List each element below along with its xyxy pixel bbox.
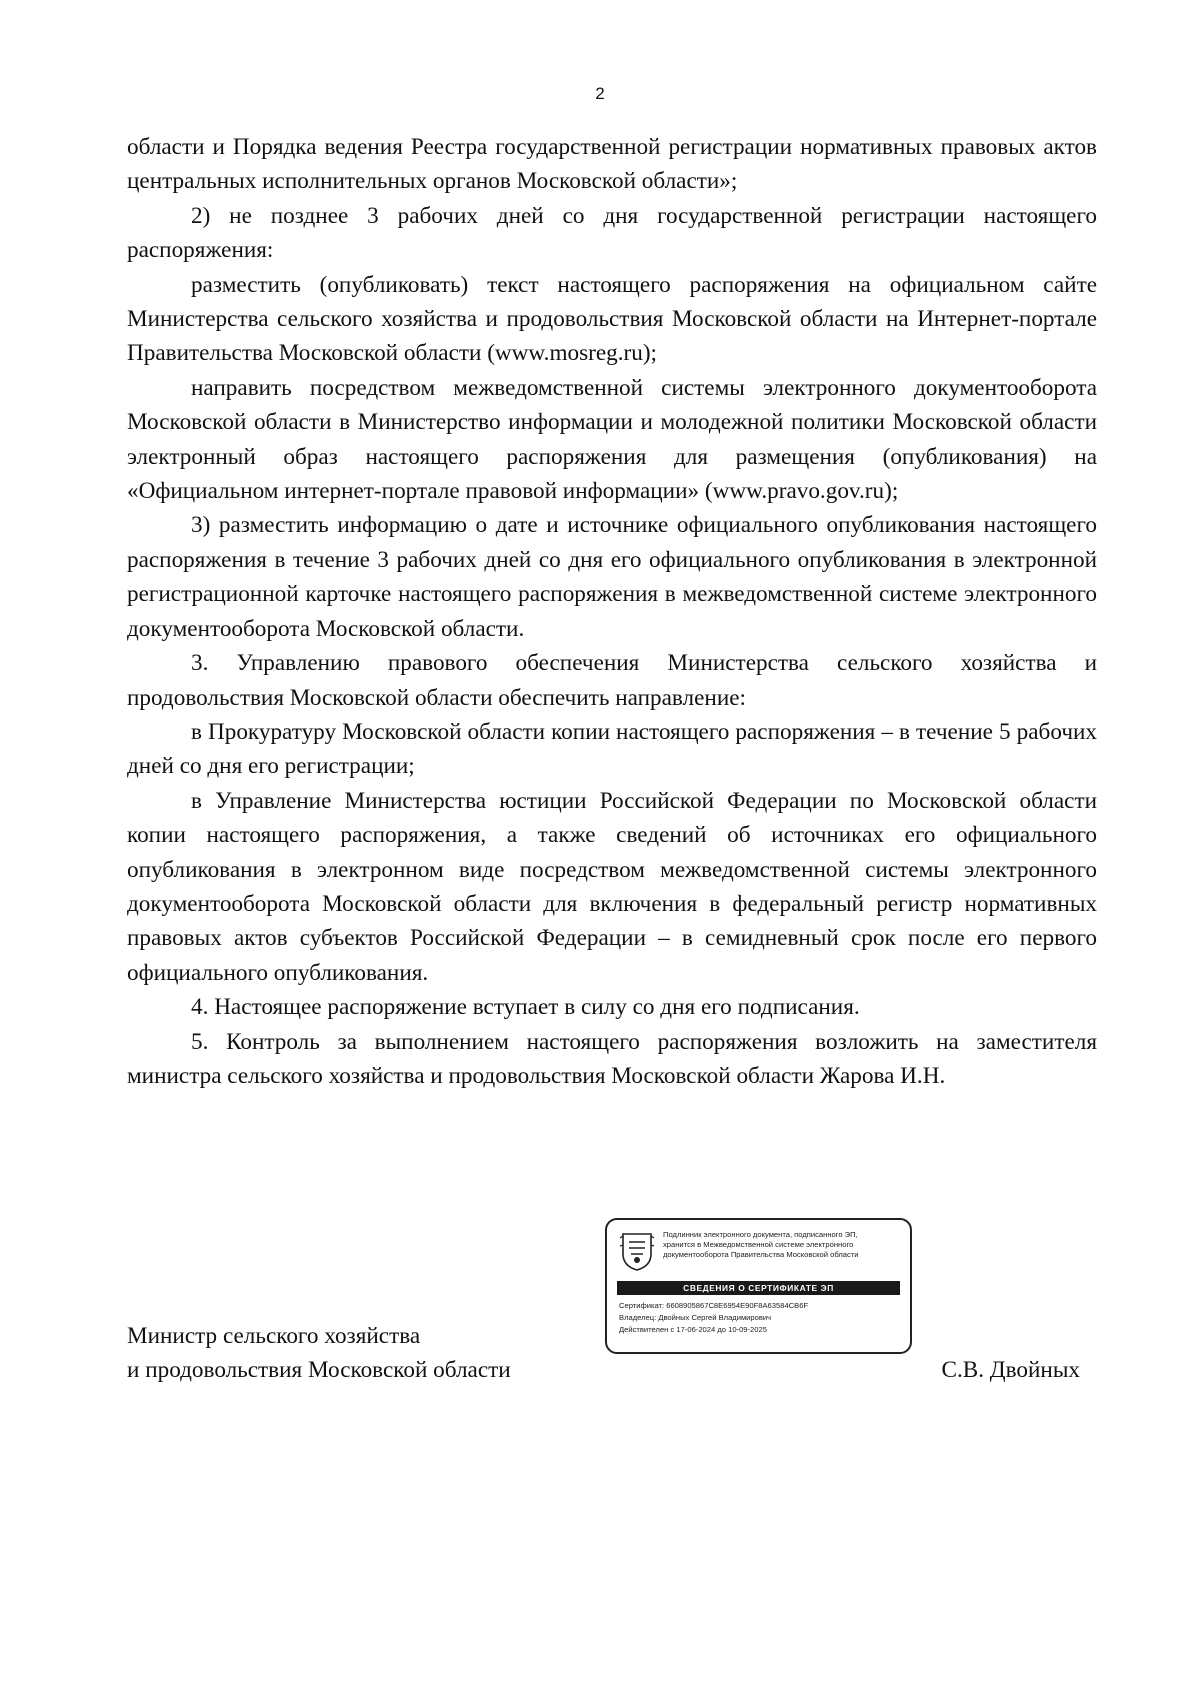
paragraph-clause-5: 5. Контроль за выполнением настоящего распоряжения возложить на заместителя министра сельского хозяйства и продовольствия Московской области Жарова И.Н. <box>127 1028 1097 1089</box>
paragraph-clause-3: 3. Управлению правового обеспечения Министерства сельского хозяйства и продовольствия Московской области обеспечить направление: <box>127 650 1097 711</box>
signatory-title <box>127 1319 511 1387</box>
paragraph-item-3: 3) разместить информацию о дате и источнике официального опубликования настоящего распоряжения в течение 3 рабочих дней со дня его официального опубликования в электронной регистрационной карточке настоящего распоряжения в межведомственной системе электронного документооборота Московской области. <box>127 512 1097 642</box>
stamp-title: СВЕДЕНИЯ О СЕРТИФИКАТЕ ЭП <box>617 1281 900 1295</box>
stamp-header <box>663 1230 903 1260</box>
certificate-validity: Действителен с 17-06-2024 до 10-09-2025 <box>619 1325 767 1334</box>
paragraph-continuation: области и Порядка ведения Реестра государственной регистрации нормативных правовых актов центральных исполнительных органов Московской области»; <box>127 134 1097 195</box>
certificate-number: Сертификат: 6608905867C8E6954E90F8A63584CB6F <box>619 1301 809 1310</box>
certificate-owner: Владелец: Двойных Сергей Владимирович <box>619 1313 772 1322</box>
signatory-title-line: Министр сельского хозяйства <box>127 1323 421 1349</box>
coat-of-arms-icon <box>619 1230 655 1272</box>
stamp-header-line: хранится в Межведомственной системе электронного <box>663 1240 854 1249</box>
paragraph-clause-4: 4. Настоящее распоряжение вступает в силу со дня его подписания. <box>191 994 860 1021</box>
signatory-title-line: и продовольствия Московской области <box>127 1357 511 1383</box>
document-body <box>127 130 1097 1093</box>
paragraph-publish-site: разместить (опубликовать) текст настоящего распоряжения на официальном сайте Министерства сельского хозяйства и продовольствия Московской области на Интернет-портале Правительства Московской области (www.mosreg.ru); <box>127 271 1097 367</box>
signatory-name: С.В. Двойных <box>941 1357 1080 1383</box>
paragraph-prosecutor: в Прокуратуру Московской области копии настоящего распоряжения – в течение 5 рабочих дней со дня его регистрации; <box>127 718 1097 780</box>
paragraph-item-2: 2) не позднее 3 рабочих дней со дня государственной регистрации настоящего распоряжения: <box>127 202 1097 264</box>
stamp-certificate-info <box>619 1300 904 1336</box>
paragraph-justice-ministry: в Управление Министерства юстиции Российской Федерации по Московской области копии настоящего распоряжения, а также сведений об источниках его официального опубликования в электронном виде посредством межведомственной системы электронного документооборота Московской области для включения в федеральный регистр нормативных правовых актов субъектов Российской Федерации – в семидневный срок после его первого официального опубликования. <box>127 787 1097 986</box>
stamp-header-line: Подлинник электронного документа, подписанного ЭП, <box>663 1230 858 1239</box>
electronic-signature-stamp <box>605 1218 912 1354</box>
paragraph-send-pravo: направить посредством межведомственной системы электронного документооборота Московской области в Министерство информации и молодежной политики Московской области электронный образ настоящего распоряжения для размещения (опубликования) на «Официальном интернет-портале правовой информации» (www.pravo.gov.ru); <box>127 374 1097 505</box>
stamp-header-line: документооборота Правительства Московской области <box>663 1250 859 1259</box>
page-number: 2 <box>595 84 605 103</box>
